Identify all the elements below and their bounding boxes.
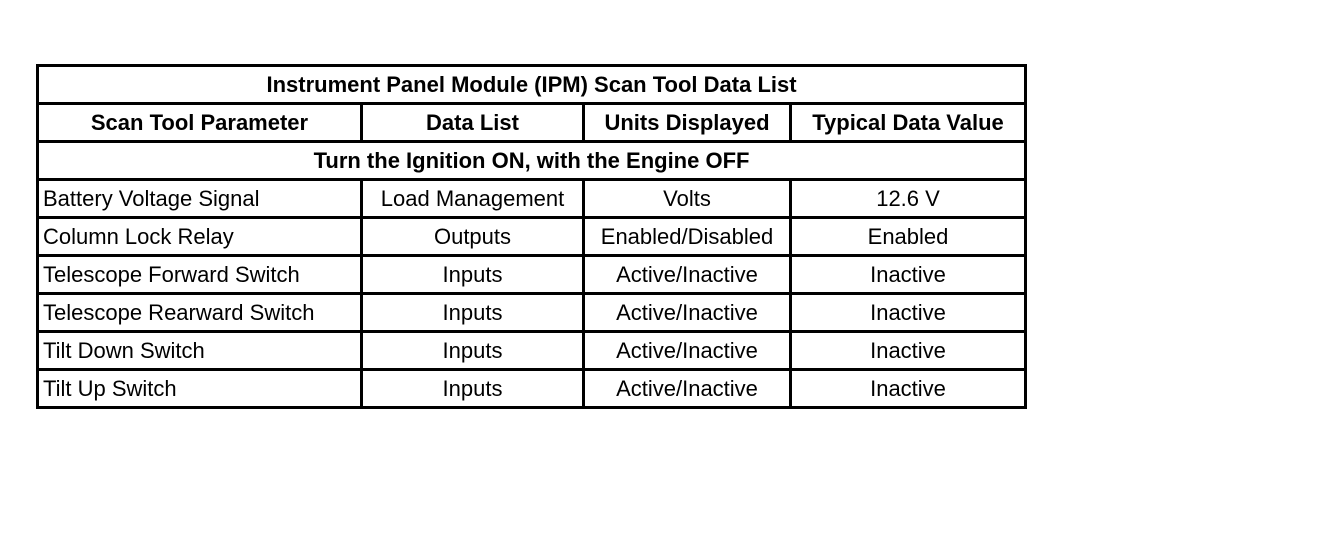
cell-parameter: Telescope Forward Switch bbox=[38, 256, 362, 294]
cell-parameter: Tilt Down Switch bbox=[38, 332, 362, 370]
table-row bbox=[38, 370, 1026, 408]
cell-parameter: Tilt Up Switch bbox=[38, 370, 362, 408]
table-title-row bbox=[38, 66, 1026, 104]
cell-units: Volts bbox=[584, 180, 791, 218]
table-row bbox=[38, 256, 1026, 294]
cell-units: Active/Inactive bbox=[584, 332, 791, 370]
cell-typical-value: Inactive bbox=[791, 370, 1026, 408]
table-row bbox=[38, 332, 1026, 370]
cell-parameter: Telescope Rearward Switch bbox=[38, 294, 362, 332]
cell-data-list: Inputs bbox=[362, 256, 584, 294]
cell-parameter: Battery Voltage Signal bbox=[38, 180, 362, 218]
scan-tool-data-table bbox=[36, 64, 1027, 409]
condition-text: Turn the Ignition ON, with the Engine OFF bbox=[38, 142, 1026, 180]
cell-data-list: Load Management bbox=[362, 180, 584, 218]
condition-row bbox=[38, 142, 1026, 180]
cell-units: Active/Inactive bbox=[584, 256, 791, 294]
cell-parameter: Column Lock Relay bbox=[38, 218, 362, 256]
header-typical-data-value: Typical Data Value bbox=[791, 104, 1026, 142]
header-scan-tool-parameter: Scan Tool Parameter bbox=[38, 104, 362, 142]
cell-typical-value: Inactive bbox=[791, 256, 1026, 294]
cell-units: Active/Inactive bbox=[584, 370, 791, 408]
table-title: Instrument Panel Module (IPM) Scan Tool Data List bbox=[38, 66, 1026, 104]
header-units-displayed: Units Displayed bbox=[584, 104, 791, 142]
table-row bbox=[38, 294, 1026, 332]
cell-units: Enabled/Disabled bbox=[584, 218, 791, 256]
cell-units: Active/Inactive bbox=[584, 294, 791, 332]
cell-data-list: Inputs bbox=[362, 294, 584, 332]
cell-data-list: Inputs bbox=[362, 332, 584, 370]
table-header-row bbox=[38, 104, 1026, 142]
header-data-list: Data List bbox=[362, 104, 584, 142]
cell-typical-value: Inactive bbox=[791, 332, 1026, 370]
cell-typical-value: 12.6 V bbox=[791, 180, 1026, 218]
table-row bbox=[38, 180, 1026, 218]
cell-typical-value: Inactive bbox=[791, 294, 1026, 332]
cell-typical-value: Enabled bbox=[791, 218, 1026, 256]
table-row bbox=[38, 218, 1026, 256]
cell-data-list: Outputs bbox=[362, 218, 584, 256]
cell-data-list: Inputs bbox=[362, 370, 584, 408]
